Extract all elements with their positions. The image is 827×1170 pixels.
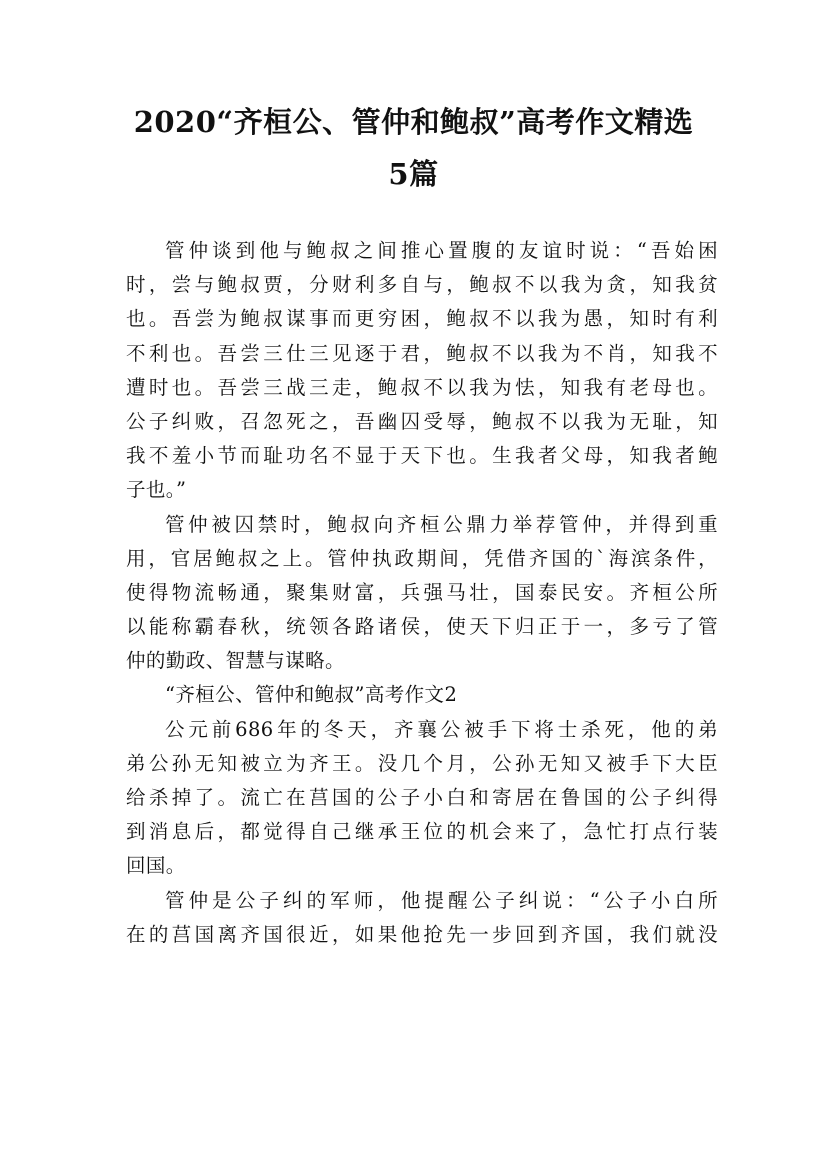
- text-line: 管仲是公子纠的军师，他提醒公子纠说：“公子小白所: [165, 888, 718, 912]
- text-line: 公子纠败，召忽死之，吾幽囚受辱，鲍叔不以我为无耻，知: [126, 409, 718, 433]
- text-line: 在的莒国离齐国很近，如果他抢先一步回到齐国，我们就没: [126, 922, 718, 946]
- text-line: 回国。: [126, 854, 186, 878]
- paragraph: [126, 234, 718, 508]
- text-line: 时，尝与鲍叔贾，分财利多自与，鲍叔不以我为贪，知我贫: [126, 273, 718, 297]
- text-line: 弟公孙无知被立为齐王。没几个月，公孙无知又被手下大臣: [126, 751, 718, 775]
- text-line: 到消息后，都觉得自己继承王位的机会来了，急忙打点行装: [126, 820, 718, 844]
- title-line-2: 5篇: [388, 157, 439, 191]
- text-line: 我不羞小节而耻功名不显于天下也。生我者父母，知我者鲍: [126, 444, 718, 468]
- title-line-1: 2020“齐桓公、管仲和鲍叔”高考作文精选: [133, 105, 694, 139]
- text-line: 用，官居鲍叔之上。管仲执政期间，凭借齐国的`海滨条件，: [126, 546, 718, 570]
- text-line: 给杀掉了。流亡在莒国的公子小白和寄居在鲁国的公子纠得: [126, 786, 718, 809]
- text-line: 子也。”: [126, 478, 187, 502]
- text-line: 管仲被囚禁时，鲍叔向齐桓公鼎力举荐管仲，并得到重: [165, 512, 718, 536]
- text-line: 管仲谈到他与鲍叔之间推心置腹的友谊时说：“吾始困: [165, 239, 718, 262]
- document-body: [126, 234, 718, 952]
- text-line: 以能称霸春秋，统领各路诸侯，使天下归正于一，多亏了管: [126, 615, 718, 639]
- paragraph: [126, 508, 718, 679]
- text-line: 使得物流畅通，聚集财富，兵强马壮，国泰民安。齐桓公所: [126, 580, 718, 604]
- text-line: 仲的勤政、智慧与谋略。: [126, 649, 345, 673]
- text-line: 遭时也。吾尝三战三走，鲍叔不以我为怯，知我有老母也。: [126, 375, 718, 399]
- text-line: 公元前686年的冬天，齐襄公被手下将士杀死，他的弟: [165, 717, 718, 741]
- document-title: [100, 96, 727, 200]
- text-line: 也。吾尝为鲍叔谋事而更穷困，鲍叔不以我为愚，知时有利: [126, 307, 718, 331]
- text-line: 不利也。吾尝三仕三见逐于君，鲍叔不以我为不肖，知我不: [126, 341, 718, 365]
- paragraph: [126, 884, 718, 952]
- paragraph: [126, 713, 718, 884]
- section-subheading: “齐桓公、管仲和鲍叔”高考作文2: [165, 683, 458, 707]
